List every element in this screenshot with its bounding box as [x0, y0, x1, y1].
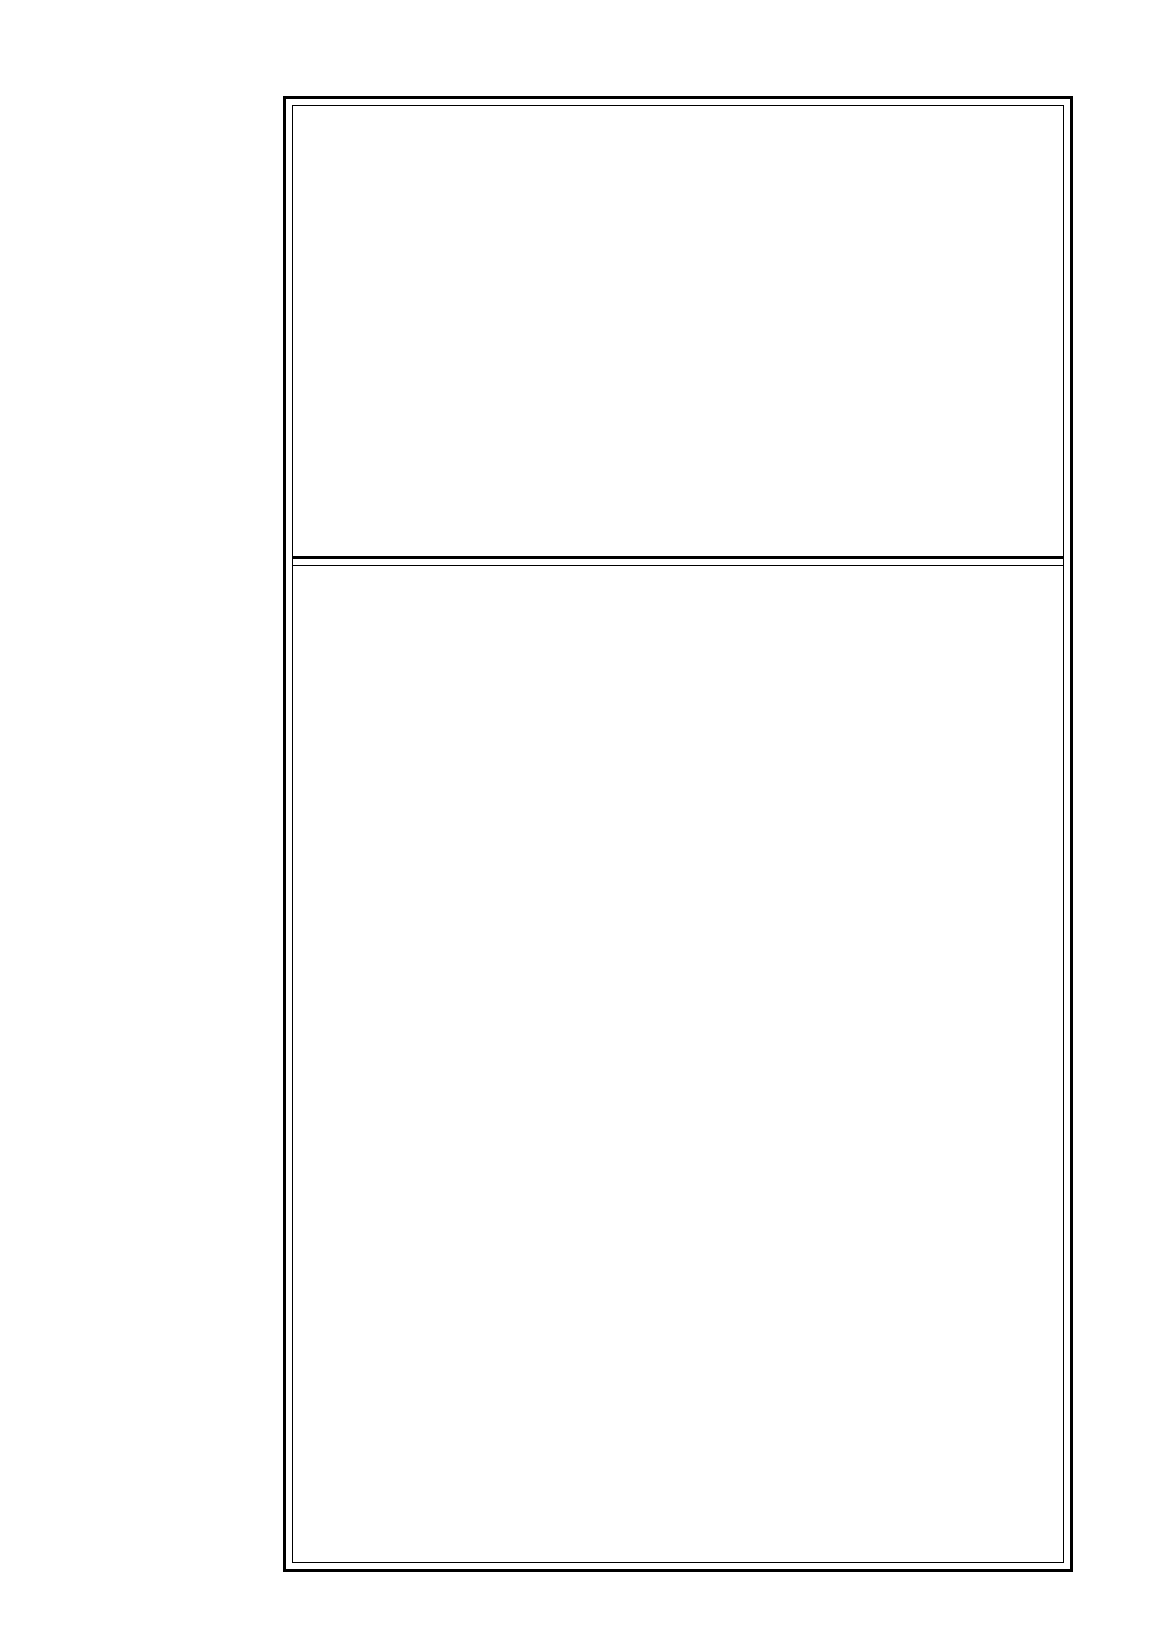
section-divider — [293, 556, 1063, 566]
page-frame-inner — [292, 105, 1064, 1563]
page-frame — [283, 96, 1073, 1572]
page-header — [0, 48, 1158, 98]
